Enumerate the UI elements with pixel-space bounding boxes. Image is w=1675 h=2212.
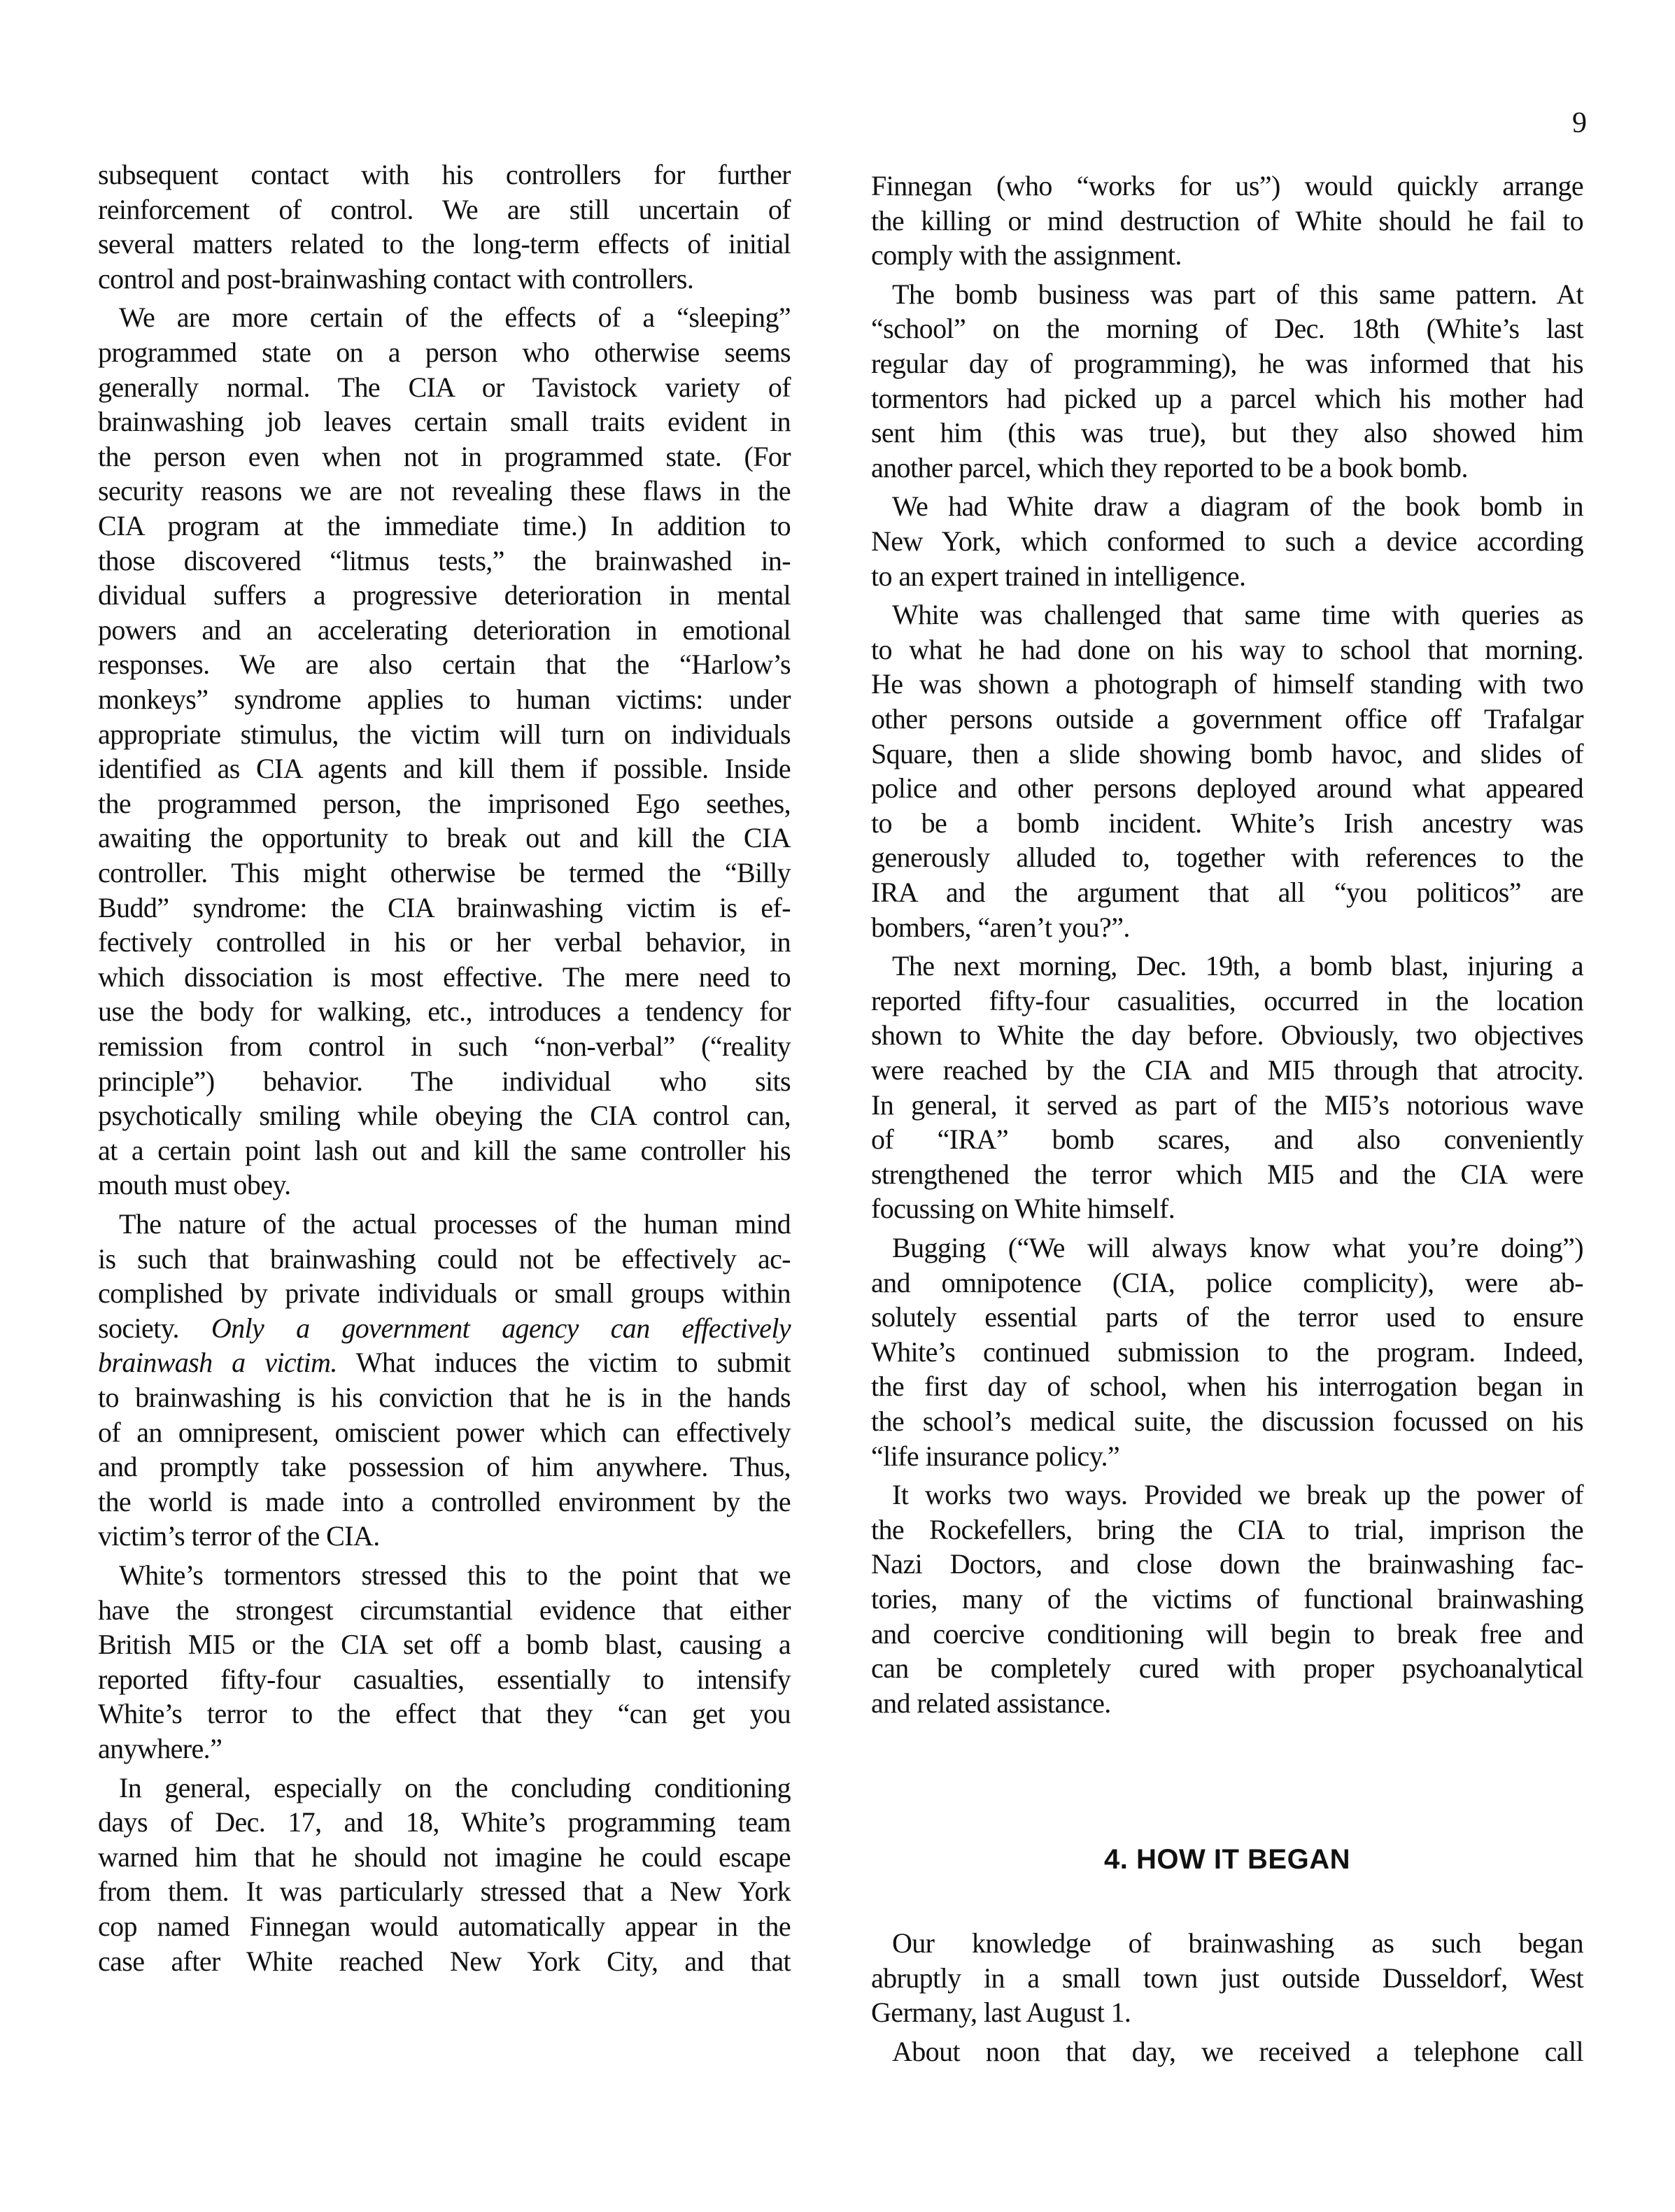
text-line: controller. This might otherwise be termed the “Billy <box>98 857 791 888</box>
text-line: The bomb business was part of this same pattern. At <box>892 278 1583 310</box>
text-line: White’s continued submission to the program. Indeed, <box>871 1335 1583 1368</box>
text-line: use the body for walking, etc., introduces a tendency for <box>98 995 791 1028</box>
text-line: IRA and the argument that all “you politicos” are <box>871 877 1583 908</box>
text-line: About noon that day, we received a telephone call <box>892 2035 1583 2067</box>
text-line: In general, especially on the concluding conditioning <box>119 1771 791 1803</box>
text-line: solutely essential parts of the terror used to ensure <box>871 1301 1583 1333</box>
text-line: Finnegan (who “works for us”) would quickly arrange <box>871 170 1583 201</box>
text-line: Bugging (“We will always know what you’re doing”) <box>892 1232 1583 1263</box>
text-line: powers and an accelerating deterioration in emotional <box>98 614 791 646</box>
text-line: Budd” syndrome: the CIA brainwashing victim is ef- <box>98 891 791 923</box>
text-line: and omnipotence (CIA, police complicity), were ab- <box>871 1266 1583 1298</box>
text-line: dividual suffers a progressive deterioration in mental <box>98 579 791 611</box>
text-line: which dissociation is most effective. The mere need to <box>98 960 791 993</box>
text-line: “life insurance policy.” <box>871 1440 1120 1472</box>
text-line: Square, then a slide showing bomb havoc, and slides of <box>871 737 1583 770</box>
text-line: reported fifty-four casualties, essentially to intensify <box>98 1663 791 1695</box>
text-line: abruptly in a small town just outside Dusseldorf, West <box>871 1962 1583 1994</box>
section-heading: 4. HOW IT BEGAN <box>1104 1844 1350 1875</box>
text-line: tories, many of the victims of functional brainwashing <box>871 1583 1583 1615</box>
text-line: to what he had done on his way to school that morning. <box>871 633 1583 665</box>
text-line: appropriate stimulus, the victim will turn on individuals <box>98 718 791 750</box>
text-line: security reasons we are not revealing these flaws in the <box>98 475 791 507</box>
text-line: bombers, “aren’t you?”. <box>871 911 1130 943</box>
text-line: programmed state on a person who otherwise seems <box>98 336 791 368</box>
text-line: New York, which conformed to such a device according <box>871 525 1583 557</box>
text-line: reported fifty-four casualities, occurred in the location <box>871 984 1583 1016</box>
text-line: subsequent contact with his controllers for further <box>98 159 791 190</box>
text-line: The nature of the actual processes of the human mind <box>119 1208 791 1240</box>
text-line: comply with the assignment. <box>871 239 1182 271</box>
text-line: control and post-brainwashing contact with controllers. <box>98 262 694 295</box>
text-line: shown to White the day before. Obviously, two objectives <box>871 1019 1583 1051</box>
text-line: regular day of programming), he was informed that his <box>871 348 1583 379</box>
text-line: anywhere.” <box>98 1733 222 1764</box>
text-line: to an expert trained in intelligence. <box>871 560 1246 592</box>
text-line: those discovered “litmus tests,” the brainwashed in- <box>98 544 791 576</box>
text-line: and promptly take possession of him anywhere. Thus, <box>98 1451 791 1483</box>
text-line: remission from control in such “non-verbal” (“reality <box>98 1030 791 1062</box>
text-line: psychotically smiling while obeying the CIA control can, <box>98 1100 791 1132</box>
text-line: case after White reached New York City, and that <box>98 1945 791 1977</box>
text-line: at a certain point lash out and kill the same controller his <box>98 1134 791 1166</box>
text-line: In general, it served as part of the MI5’s notorious wave <box>871 1089 1583 1121</box>
text-line: We had White draw a diagram of the book bomb in <box>892 490 1583 523</box>
text-line: tormentors had picked up a parcel which his mother had <box>871 382 1583 414</box>
text-line: monkeys” syndrome applies to human victims: under <box>98 683 791 715</box>
text-line: responses. We are also certain that the “Harlow’s <box>98 648 791 681</box>
text-line: brainwash a victim. What induces the victim to submit <box>98 1347 791 1379</box>
text-line: He was shown a photograph of himself standing with two <box>871 668 1583 700</box>
text-line: complished by private individuals or small groups within <box>98 1277 791 1310</box>
text-line: and coercive conditioning will begin to break free and <box>871 1617 1583 1650</box>
text-line: The next morning, Dec. 19th, a bomb blast, injuring a <box>892 950 1583 982</box>
page-number: 9 <box>1572 107 1587 139</box>
text-line: warned him that he should not imagine he could escape <box>98 1841 791 1873</box>
text-line: CIA program at the immediate time.) In addition to <box>98 510 791 541</box>
text-line: is such that brainwashing could not be effectively ac- <box>98 1242 791 1275</box>
text-line: Germany, last August 1. <box>871 1997 1131 2029</box>
text-line: the killing or mind destruction of White should he fail to <box>871 204 1583 236</box>
text-line: generally normal. The CIA or Tavistock variety of <box>98 371 791 403</box>
text-line: from them. It was particularly stressed that a New York <box>98 1876 791 1908</box>
text-line: the programmed person, the imprisoned Ego seethes, <box>98 787 791 819</box>
text-line: cop named Finnegan would automatically appear in the <box>98 1910 791 1942</box>
text-line: “school” on the morning of Dec. 18th (White’s last <box>871 313 1583 345</box>
text-line: several matters related to the long-term effects of initial <box>98 228 791 260</box>
text-line: and related assistance. <box>871 1687 1111 1719</box>
italic-emphasis: Only a government agency can effectively <box>211 1312 791 1344</box>
text-line: another parcel, which they reported to be a book bomb. <box>871 451 1468 483</box>
text-line: identified as CIA agents and kill them if possible. Inside <box>98 753 791 785</box>
text-line: have the strongest circumstantial evidence that either <box>98 1594 791 1626</box>
text-line: Our knowledge of brainwashing as such began <box>892 1927 1583 1959</box>
italic-emphasis: brainwash a victim. <box>98 1347 337 1379</box>
text-line: can be completely cured with proper psychoanalytical <box>871 1652 1583 1685</box>
text-line: brainwashing job leaves certain small traits evident in <box>98 406 791 438</box>
text-line: fectively controlled in his or her verbal behavior, in <box>98 926 791 958</box>
text-line: to be a bomb incident. White’s Irish ancestry was <box>871 807 1583 839</box>
text-line: the school’s medical suite, the discussion focussed on his <box>871 1405 1583 1437</box>
text-line: the person even when not in programmed state. (For <box>98 440 791 472</box>
text-line: other persons outside a government office off Trafalgar <box>871 703 1583 735</box>
text-line: focussing on White himself. <box>871 1193 1175 1225</box>
text-line: of “IRA” bomb scares, and also conveniently <box>871 1123 1583 1156</box>
text-line: sent him (this was true), but they also showed him <box>871 417 1583 449</box>
text-line: It works two ways. Provided we break up the power of <box>892 1479 1583 1511</box>
text-line: generously alluded to, together with references to the <box>871 842 1583 874</box>
text-line: awaiting the opportunity to break out and kill the CIA <box>98 822 791 854</box>
text-line: of an omnipresent, omiscient power which can effectively <box>98 1416 791 1448</box>
text-line: victim’s terror of the CIA. <box>98 1520 380 1552</box>
text-line: mouth must obey. <box>98 1169 291 1201</box>
text-line: British MI5 or the CIA set off a bomb blast, causing a <box>98 1629 791 1661</box>
text-line: the world is made into a controlled environment by the <box>98 1485 791 1517</box>
text-line: the first day of school, when his interrogation began in <box>871 1370 1583 1403</box>
text-line: days of Dec. 17, and 18, White’s programming team <box>98 1806 791 1838</box>
text-line: society. Only a government agency can effectively <box>98 1312 791 1344</box>
text-line: strengthened the terror which MI5 and the CIA were <box>871 1158 1583 1190</box>
text-line: the Rockefellers, bring the CIA to trial, imprison the <box>871 1513 1583 1545</box>
text-line: We are more certain of the effects of a “sleeping” <box>119 302 791 334</box>
text-line: police and other persons deployed around what appeared <box>871 772 1583 804</box>
text-line: Nazi Doctors, and close down the brainwashing fac- <box>871 1548 1583 1580</box>
text-line: White was challenged that same time with queries as <box>892 599 1583 631</box>
text-line: to brainwashing is his conviction that he is in the hands <box>98 1382 791 1413</box>
text-line: White’s terror to the effect that they “can get you <box>98 1698 791 1730</box>
text-line: reinforcement of control. We are still uncertain of <box>98 193 791 225</box>
text-line: White’s tormentors stressed this to the point that we <box>119 1559 791 1591</box>
text-line: principle”) behavior. The individual who sits <box>98 1065 791 1097</box>
text-line: were reached by the CIA and MI5 through that atrocity. <box>871 1054 1583 1086</box>
